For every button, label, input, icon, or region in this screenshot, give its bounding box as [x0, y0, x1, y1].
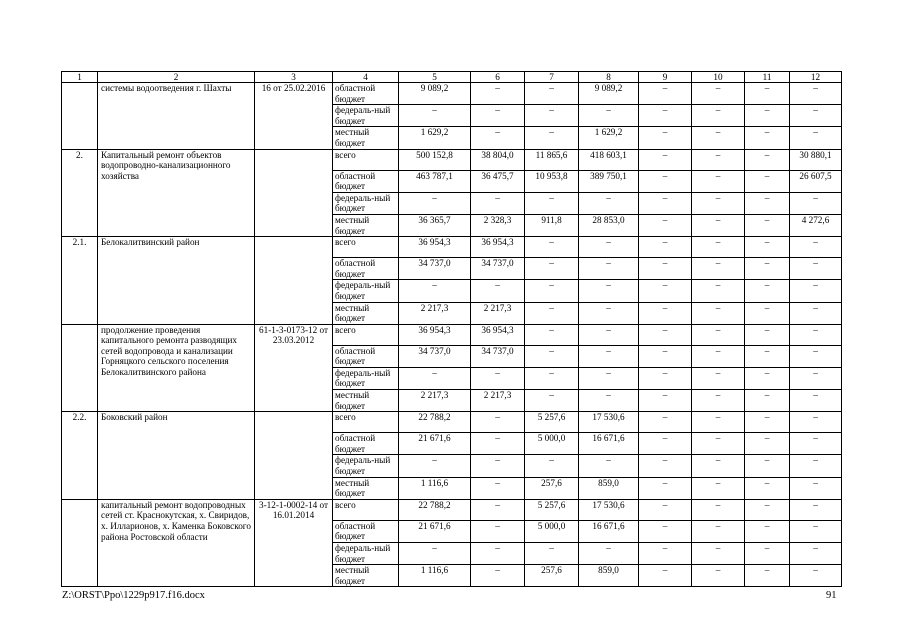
amount-cell: –	[692, 105, 745, 127]
amount-cell: 5 257,6	[525, 412, 579, 433]
amount-cell: –	[471, 477, 525, 499]
amount-cell: –	[692, 237, 745, 258]
funding-source: местный бюджет	[333, 127, 399, 149]
amount-cell: –	[639, 543, 692, 565]
amount-cell: –	[639, 237, 692, 258]
amount-cell: –	[692, 258, 745, 280]
funding-source: местный бюджет	[333, 302, 399, 324]
amount-cell: 5 000,0	[525, 520, 579, 542]
amount-cell: –	[745, 433, 790, 455]
funding-source: всего	[333, 499, 399, 520]
amount-cell: –	[399, 543, 471, 565]
funding-source: областной бюджет	[333, 83, 399, 105]
expertise-reference	[255, 237, 333, 325]
funding-source: федераль-ный бюджет	[333, 105, 399, 127]
amount-cell: –	[471, 367, 525, 389]
amount-cell: –	[639, 280, 692, 302]
amount-cell: –	[639, 477, 692, 499]
amount-cell: –	[525, 543, 579, 565]
amount-cell: –	[692, 345, 745, 367]
amount-cell: –	[745, 192, 790, 214]
amount-cell: 36 954,3	[399, 237, 471, 258]
amount-cell: –	[745, 280, 790, 302]
amount-cell: –	[639, 258, 692, 280]
amount-cell: –	[579, 345, 639, 367]
amount-cell: –	[639, 83, 692, 105]
amount-cell: –	[692, 367, 745, 389]
amount-cell: –	[692, 520, 745, 542]
amount-cell: –	[399, 192, 471, 214]
amount-cell: –	[525, 345, 579, 367]
amount-cell: –	[692, 170, 745, 192]
amount-cell: –	[471, 565, 525, 587]
amount-cell: 9 089,2	[579, 83, 639, 105]
amount-cell: –	[745, 170, 790, 192]
amount-cell: –	[745, 324, 790, 345]
column-number: 3	[255, 72, 333, 83]
amount-cell: –	[639, 412, 692, 433]
funding-source: всего	[333, 237, 399, 258]
amount-cell: 36 475,7	[471, 170, 525, 192]
funding-source: федераль-ный бюджет	[333, 367, 399, 389]
amount-cell: –	[692, 192, 745, 214]
amount-cell: –	[639, 520, 692, 542]
amount-cell: 21 671,6	[399, 520, 471, 542]
amount-cell: 36 954,3	[471, 324, 525, 345]
amount-cell: –	[639, 390, 692, 412]
amount-cell: –	[639, 324, 692, 345]
amount-cell: –	[790, 258, 842, 280]
amount-cell: –	[525, 127, 579, 149]
amount-cell: 5 000,0	[525, 433, 579, 455]
row-number: 2.1.	[62, 237, 98, 325]
amount-cell: –	[745, 127, 790, 149]
column-number: 9	[639, 72, 692, 83]
table-row	[62, 149, 842, 170]
amount-cell: 463 787,1	[399, 170, 471, 192]
amount-cell: –	[579, 390, 639, 412]
page-number: 91	[826, 590, 837, 601]
table-row	[62, 237, 842, 258]
row-number: 2.	[62, 149, 98, 237]
amount-cell: –	[692, 499, 745, 520]
amount-cell: –	[745, 565, 790, 587]
amount-cell: 859,0	[579, 477, 639, 499]
amount-cell: 36 954,3	[399, 324, 471, 345]
amount-cell: –	[790, 345, 842, 367]
table-row	[62, 324, 842, 345]
document-file-path: Z:\ORST\Ppo\1229p917.f16.docx	[62, 590, 205, 601]
funding-source: федераль-ный бюджет	[333, 192, 399, 214]
amount-cell: –	[790, 237, 842, 258]
amount-cell: 1 116,6	[399, 477, 471, 499]
amount-cell: –	[471, 455, 525, 477]
amount-cell: 17 530,6	[579, 412, 639, 433]
amount-cell: 34 737,0	[399, 345, 471, 367]
amount-cell: –	[790, 390, 842, 412]
amount-cell: 11 865,6	[525, 149, 579, 170]
column-number: 6	[471, 72, 525, 83]
amount-cell: 257,6	[525, 477, 579, 499]
amount-cell: –	[745, 412, 790, 433]
amount-cell: –	[579, 543, 639, 565]
amount-cell: 4 272,6	[790, 214, 842, 236]
amount-cell: –	[525, 302, 579, 324]
amount-cell: 859,0	[579, 565, 639, 587]
funding-source: всего	[333, 412, 399, 433]
expertise-reference: 61-1-3-0173-12 от 23.03.2012	[255, 324, 333, 412]
amount-cell: –	[692, 412, 745, 433]
amount-cell: –	[745, 105, 790, 127]
expertise-reference	[255, 412, 333, 500]
object-name: Белокалитвинский район	[98, 237, 255, 325]
amount-cell: 17 530,6	[579, 499, 639, 520]
amount-cell: –	[639, 214, 692, 236]
amount-cell: –	[399, 280, 471, 302]
amount-cell: 16 671,6	[579, 520, 639, 542]
amount-cell: –	[692, 324, 745, 345]
amount-cell: –	[745, 543, 790, 565]
amount-cell: –	[745, 499, 790, 520]
amount-cell: –	[692, 543, 745, 565]
amount-cell: –	[525, 390, 579, 412]
amount-cell: –	[471, 192, 525, 214]
column-number-row	[62, 72, 842, 83]
amount-cell: –	[525, 455, 579, 477]
amount-cell: 2 217,3	[471, 302, 525, 324]
table-row	[62, 83, 842, 105]
amount-cell: –	[579, 455, 639, 477]
amount-cell: –	[639, 149, 692, 170]
object-name: капитальный ремонт водопроводных сетей ст. Краснокутская, х. Свиридов, х. Илларионов, х. Каменка Боковского района Ростовской области	[98, 499, 255, 587]
object-name: Капитальный ремонт объектов водопроводно-канализационного хозяйства	[98, 149, 255, 237]
amount-cell: –	[790, 543, 842, 565]
amount-cell: 2 328,3	[471, 214, 525, 236]
object-name: продолжение проведения капитального ремонта разводящих сетей водопровода и канализации Горняцкого сельского поселения Белокалитвинского района	[98, 324, 255, 412]
amount-cell: –	[745, 345, 790, 367]
funding-source: федераль-ный бюджет	[333, 280, 399, 302]
column-number: 1	[62, 72, 98, 83]
amount-cell: 34 737,0	[399, 258, 471, 280]
amount-cell: –	[471, 105, 525, 127]
amount-cell: 26 607,5	[790, 170, 842, 192]
budget-table	[61, 71, 842, 587]
amount-cell: –	[639, 433, 692, 455]
amount-cell: 911,8	[525, 214, 579, 236]
amount-cell: –	[745, 258, 790, 280]
amount-cell: –	[579, 258, 639, 280]
amount-cell: –	[639, 455, 692, 477]
amount-cell: –	[790, 433, 842, 455]
amount-cell: –	[471, 543, 525, 565]
amount-cell: –	[639, 367, 692, 389]
amount-cell: –	[745, 83, 790, 105]
amount-cell: –	[745, 455, 790, 477]
amount-cell: –	[745, 390, 790, 412]
amount-cell: –	[579, 302, 639, 324]
amount-cell: –	[692, 127, 745, 149]
object-name: системы водоотведения г. Шахты	[98, 83, 255, 150]
amount-cell: –	[471, 499, 525, 520]
row-number	[62, 499, 98, 587]
amount-cell: –	[692, 83, 745, 105]
amount-cell: 34 737,0	[471, 258, 525, 280]
amount-cell: 22 788,2	[399, 412, 471, 433]
amount-cell: –	[639, 345, 692, 367]
column-number: 2	[98, 72, 255, 83]
amount-cell: –	[745, 237, 790, 258]
amount-cell: 1 629,2	[579, 127, 639, 149]
amount-cell: 389 750,1	[579, 170, 639, 192]
funding-source: местный бюджет	[333, 214, 399, 236]
amount-cell: –	[745, 367, 790, 389]
amount-cell: 28 853,0	[579, 214, 639, 236]
amount-cell: –	[579, 324, 639, 345]
amount-cell: –	[692, 455, 745, 477]
amount-cell: 36 365,7	[399, 214, 471, 236]
amount-cell: –	[745, 520, 790, 542]
amount-cell: –	[639, 499, 692, 520]
amount-cell: –	[399, 367, 471, 389]
amount-cell: –	[639, 192, 692, 214]
column-number: 7	[525, 72, 579, 83]
amount-cell: –	[525, 258, 579, 280]
amount-cell: 5 257,6	[525, 499, 579, 520]
funding-source: местный бюджет	[333, 477, 399, 499]
table-row	[62, 412, 842, 433]
amount-cell: 257,6	[525, 565, 579, 587]
amount-cell: –	[471, 280, 525, 302]
funding-source: областной бюджет	[333, 520, 399, 542]
amount-cell: –	[790, 302, 842, 324]
amount-cell: 21 671,6	[399, 433, 471, 455]
amount-cell: –	[471, 412, 525, 433]
amount-cell: –	[579, 280, 639, 302]
amount-cell: –	[525, 367, 579, 389]
amount-cell: –	[790, 565, 842, 587]
funding-source: федераль-ный бюджет	[333, 543, 399, 565]
amount-cell: –	[399, 455, 471, 477]
amount-cell: 1 629,2	[399, 127, 471, 149]
amount-cell: –	[579, 237, 639, 258]
amount-cell: –	[692, 214, 745, 236]
row-number	[62, 324, 98, 412]
funding-source: областной бюджет	[333, 170, 399, 192]
expertise-reference: 16 от 25.02.2016	[255, 83, 333, 150]
amount-cell: –	[525, 105, 579, 127]
column-number: 5	[399, 72, 471, 83]
row-number	[62, 83, 98, 150]
amount-cell: –	[579, 367, 639, 389]
amount-cell: 34 737,0	[471, 345, 525, 367]
amount-cell: –	[579, 105, 639, 127]
row-number: 2.2.	[62, 412, 98, 500]
amount-cell: –	[790, 127, 842, 149]
amount-cell: 2 217,3	[399, 302, 471, 324]
amount-cell: –	[471, 83, 525, 105]
amount-cell: –	[692, 149, 745, 170]
funding-source: всего	[333, 149, 399, 170]
funding-source: всего	[333, 324, 399, 345]
amount-cell: –	[790, 520, 842, 542]
amount-cell: 1 116,6	[399, 565, 471, 587]
amount-cell: –	[745, 477, 790, 499]
funding-source: федераль-ный бюджет	[333, 455, 399, 477]
expertise-reference: 3-12-1-0002-14 от 16.01.2014	[255, 499, 333, 587]
amount-cell: –	[579, 192, 639, 214]
amount-cell: –	[471, 127, 525, 149]
expertise-reference	[255, 149, 333, 237]
amount-cell: –	[692, 433, 745, 455]
amount-cell: –	[639, 565, 692, 587]
funding-source: местный бюджет	[333, 565, 399, 587]
table-body	[62, 72, 842, 587]
amount-cell: –	[745, 149, 790, 170]
amount-cell: –	[790, 324, 842, 345]
amount-cell: –	[639, 127, 692, 149]
amount-cell: –	[399, 105, 471, 127]
amount-cell: 16 671,6	[579, 433, 639, 455]
amount-cell: –	[790, 477, 842, 499]
amount-cell: –	[745, 302, 790, 324]
amount-cell: 22 788,2	[399, 499, 471, 520]
object-name: Боковский район	[98, 412, 255, 500]
amount-cell: –	[525, 324, 579, 345]
amount-cell: –	[790, 455, 842, 477]
funding-source: областной бюджет	[333, 433, 399, 455]
amount-cell: –	[692, 390, 745, 412]
amount-cell: –	[790, 280, 842, 302]
funding-source: местный бюджет	[333, 390, 399, 412]
amount-cell: –	[692, 565, 745, 587]
amount-cell: –	[525, 83, 579, 105]
amount-cell: –	[745, 214, 790, 236]
amount-cell: –	[471, 520, 525, 542]
amount-cell: –	[790, 499, 842, 520]
amount-cell: –	[790, 412, 842, 433]
amount-cell: –	[692, 477, 745, 499]
column-number: 4	[333, 72, 399, 83]
amount-cell: –	[525, 237, 579, 258]
funding-source: областной бюджет	[333, 258, 399, 280]
amount-cell: 9 089,2	[399, 83, 471, 105]
amount-cell: 38 804,0	[471, 149, 525, 170]
amount-cell: –	[639, 170, 692, 192]
amount-cell: –	[639, 105, 692, 127]
amount-cell: –	[692, 280, 745, 302]
amount-cell: –	[790, 105, 842, 127]
amount-cell: –	[692, 302, 745, 324]
column-number: 8	[579, 72, 639, 83]
amount-cell: –	[790, 83, 842, 105]
amount-cell: –	[525, 192, 579, 214]
amount-cell: 2 217,3	[399, 390, 471, 412]
amount-cell: –	[790, 192, 842, 214]
column-number: 10	[692, 72, 745, 83]
amount-cell: 500 152,8	[399, 149, 471, 170]
funding-source: областной бюджет	[333, 345, 399, 367]
amount-cell: –	[790, 367, 842, 389]
amount-cell: 2 217,3	[471, 390, 525, 412]
amount-cell: 418 603,1	[579, 149, 639, 170]
amount-cell: –	[525, 280, 579, 302]
amount-cell: –	[471, 433, 525, 455]
table-row	[62, 499, 842, 520]
amount-cell: 10 953,8	[525, 170, 579, 192]
amount-cell: 36 954,3	[471, 237, 525, 258]
amount-cell: –	[639, 302, 692, 324]
column-number: 12	[790, 72, 842, 83]
column-number: 11	[745, 72, 790, 83]
amount-cell: 30 880,1	[790, 149, 842, 170]
